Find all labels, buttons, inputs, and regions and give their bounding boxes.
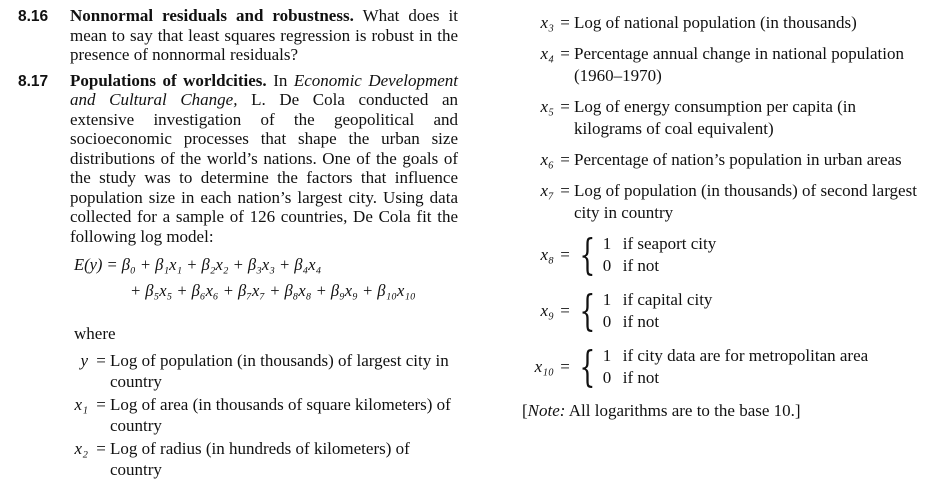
variable-definition xyxy=(58,438,458,480)
case-value: 1 xyxy=(602,346,612,365)
left-brace-icon: { xyxy=(579,286,596,335)
equals-sign: = xyxy=(560,301,570,320)
variable-symbol: x₇ xyxy=(540,181,554,200)
variable-definitions-left xyxy=(58,350,458,480)
equals-sign: = xyxy=(560,181,570,200)
where-label: where xyxy=(74,324,116,343)
case-values xyxy=(603,233,716,277)
case-value: 0 xyxy=(602,368,612,387)
variable-definition xyxy=(522,96,922,140)
variable-symbol: x₅ xyxy=(540,97,554,116)
problem-text-a: In xyxy=(273,70,288,90)
problem-title: Populations of worldcities. xyxy=(70,70,267,90)
variable-symbol: x₃ xyxy=(540,13,554,32)
problem-text-b: L. De Cola conducted an extensive investigation of the geopolitical and socioeconomic processes that shape the urban size distributions of the world’s nations. One of the goals of the study was to determine the factors that influence population size in each nation’s largest city. Using data collected for a sample of 126 countries, De Cola fit the following log model: xyxy=(70,90,458,246)
variable-description: Log of population (in thousands) of second largest city in country xyxy=(574,181,917,222)
case-value: 0 xyxy=(602,312,612,331)
equals-sign: = xyxy=(560,44,570,63)
variable-symbol: x₁₀ xyxy=(534,357,554,376)
case-condition: if seaport city xyxy=(622,234,717,253)
variable-description: Log of population (in thousands) of largest city in country xyxy=(110,351,449,391)
equation-line-1: E(y) = β₀ + β₁x₁ + β₂x₂ + β₃x₃ + β₄x₄ xyxy=(74,255,322,274)
variable-definition xyxy=(522,149,922,171)
footnote xyxy=(522,401,922,421)
dummy-variable-definition xyxy=(522,230,922,279)
case-value: 1 xyxy=(602,234,612,253)
variable-description: Log of area (in thousands of square kilometers) of country xyxy=(110,395,451,435)
case-value: 1 xyxy=(602,290,612,309)
problem-title: Nonnormal residuals and robustness. xyxy=(70,6,354,25)
problem-number: 8.16 xyxy=(18,8,49,25)
right-column xyxy=(522,12,922,421)
equation-line-2: + β₅x₅ + β₆x₆ + β₇x₇ + β₈x₈ + β₉x₉ + β₁₀x₁₀ xyxy=(130,281,416,300)
dummy-variable-definition xyxy=(522,286,922,335)
variable-definition xyxy=(522,180,922,224)
equals-sign: = xyxy=(96,351,106,370)
problem-text: What does it mean to say that least squares regression is robust in the presence of nonnormal residuals? xyxy=(70,6,459,64)
equals-sign: = xyxy=(560,150,570,169)
left-brace-icon: { xyxy=(579,230,596,279)
case-condition: if not xyxy=(622,256,660,275)
case-condition: if city data are for metropolitan area xyxy=(622,346,869,365)
left-column xyxy=(18,6,458,482)
variable-definition xyxy=(58,394,458,436)
variable-symbol: x₉ xyxy=(540,301,554,320)
variable-definition xyxy=(58,350,458,392)
variable-symbol: x₂ xyxy=(74,439,88,458)
variable-symbol: y xyxy=(80,351,88,370)
variable-definition xyxy=(522,43,922,87)
variable-symbol: x₁ xyxy=(74,395,88,414)
model-equation xyxy=(74,252,458,304)
equals-sign: = xyxy=(96,395,106,414)
problem-8-16 xyxy=(18,6,458,65)
case-value: 0 xyxy=(602,256,612,275)
variable-symbol: x₈ xyxy=(540,245,554,264)
note-text: All logarithms are to the base 10.] xyxy=(568,401,801,420)
dummy-variable-definition xyxy=(522,342,922,391)
variable-description: Log of radius (in hundreds of kilometers) of country xyxy=(110,439,410,479)
case-values xyxy=(603,289,713,333)
variable-symbol: x₆ xyxy=(540,150,554,169)
left-brace-icon: { xyxy=(579,342,596,391)
note-label: Note: xyxy=(527,401,566,420)
case-values xyxy=(603,345,868,389)
case-condition: if not xyxy=(622,312,660,331)
equals-sign: = xyxy=(560,245,570,264)
variable-symbol: x₄ xyxy=(540,44,554,63)
equals-sign: = xyxy=(560,357,570,376)
problem-body xyxy=(70,6,458,65)
equals-sign: = xyxy=(560,97,570,116)
case-condition: if capital city xyxy=(622,290,713,309)
journal-name: Economic Development and Cultural Change, xyxy=(70,70,459,109)
variable-description: Percentage annual change in national population (1960–1970) xyxy=(574,44,904,85)
case-condition: if not xyxy=(622,368,660,387)
problem-body xyxy=(70,71,458,247)
variable-description: Log of energy consumption per capita (in kilograms of coal equivalent) xyxy=(574,97,856,138)
equals-sign: = xyxy=(96,439,106,458)
variable-definition xyxy=(522,12,922,34)
equals-sign: = xyxy=(560,13,570,32)
problem-8-17 xyxy=(18,71,458,247)
variable-description: Percentage of nation’s population in urban areas xyxy=(574,150,902,169)
problem-number: 8.17 xyxy=(18,72,49,90)
note-bracket: [ xyxy=(522,401,528,420)
variable-description: Log of national population (in thousands) xyxy=(574,13,857,32)
